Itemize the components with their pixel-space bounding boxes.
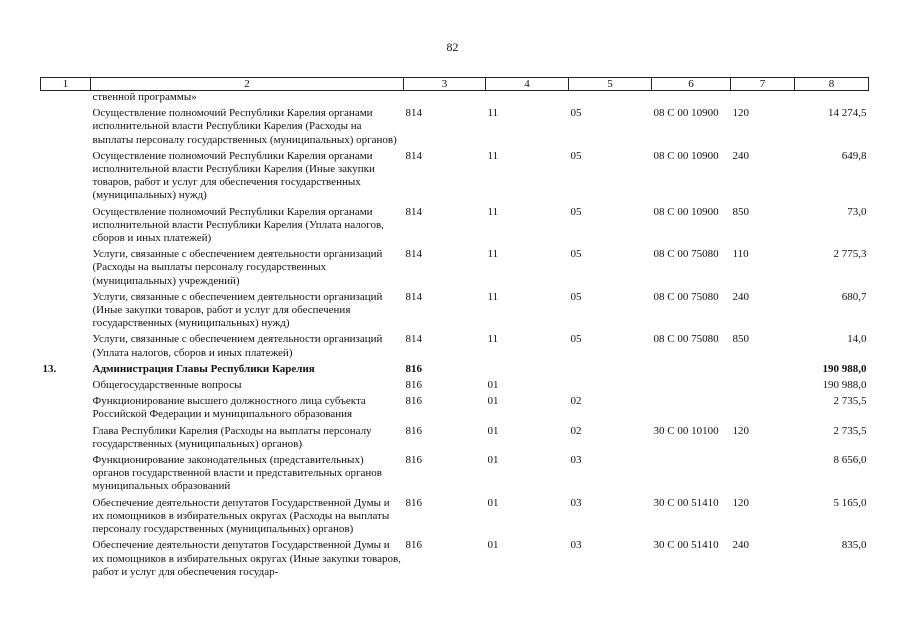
table-cell-col-5: 05	[570, 248, 582, 261]
table-cell-col-3: 816	[405, 395, 422, 408]
budget-table	[40, 77, 869, 579]
table-cell-col-6: 08 С 00 75080	[653, 333, 719, 346]
table-cell-col-1	[41, 288, 91, 331]
table-row	[41, 536, 869, 579]
column-header-1: 1	[41, 78, 91, 91]
table-cell-col-4: 11	[487, 107, 499, 120]
table-cell-col-2: Осуществление полномочий Республики Карелия органами исполнительной власти Республики Карелия (Уплата налогов, сборов и иных платежей)	[92, 205, 384, 245]
column-header-3: 3	[404, 78, 486, 91]
table-cell-col-3: 814	[405, 205, 422, 218]
table-cell-col-2: Общегосударственные вопросы	[92, 379, 242, 392]
table-cell-col-3: 816	[405, 454, 422, 467]
table-cell-col-7	[731, 451, 795, 494]
table-cell-col-3: 814	[405, 333, 422, 346]
table-cell-col-7: 850	[732, 205, 749, 218]
table-cell-col-5	[569, 376, 652, 392]
table-cell-col-8: 190 988,0	[822, 362, 867, 375]
table-cell-col-7	[731, 392, 795, 421]
table-cell-col-3: 814	[405, 149, 422, 162]
table-cell-col-8: 73,0	[847, 205, 867, 218]
table-row	[41, 376, 869, 392]
table-cell-col-1	[41, 494, 91, 537]
table-cell-col-6: 08 С 00 75080	[653, 290, 719, 303]
table-row	[41, 91, 869, 105]
table-cell-col-7: 240	[732, 539, 749, 552]
table-cell-col-2: Обеспечение деятельности депутатов Государственной Думы и их помощников в избирательных округах (Расходы на выплаты персоналу государственных (муниципальных) органов)	[92, 496, 390, 536]
table-cell-col-4: 01	[487, 539, 499, 552]
table-cell-col-8: 680,7	[841, 290, 867, 303]
table-cell-col-8: 2 775,3	[833, 248, 867, 261]
table-cell-col-4: 01	[487, 395, 499, 408]
table-cell-col-4: 11	[487, 149, 499, 162]
table-cell-col-4: 11	[487, 333, 499, 346]
table-cell-col-6: 08 С 00 75080	[653, 248, 719, 261]
table-cell-col-3: 814	[405, 107, 422, 120]
table-cell-col-4: 11	[487, 290, 499, 303]
table-cell-col-5: 05	[570, 107, 582, 120]
table-row	[41, 245, 869, 288]
table-cell-col-8: 5 165,0	[833, 496, 867, 509]
table-row	[41, 392, 869, 421]
table-cell-col-6: 30 С 00 51410	[653, 496, 719, 509]
table-cell-col-5	[569, 91, 652, 105]
table-cell-col-1	[41, 203, 91, 246]
page-number: 82	[446, 40, 459, 54]
table-cell-col-6: 30 С 00 51410	[653, 539, 719, 552]
table-cell-col-2: Администрация Главы Республики Карелия	[92, 362, 315, 375]
column-header-5: 5	[569, 78, 652, 91]
table-cell-col-3: 816	[405, 362, 422, 375]
table-cell-col-7: 240	[732, 149, 749, 162]
table-cell-col-5: 02	[570, 395, 582, 408]
table-row	[41, 330, 869, 359]
table-cell-col-7	[731, 376, 795, 392]
table-cell-col-7: 110	[732, 248, 749, 261]
table-cell-col-1	[41, 422, 91, 451]
table-cell-col-2: Обеспечение деятельности депутатов Государственной Думы и их помощников в избирательных округах (Иные закупки товаров, работ и услуг для обеспечения государ-	[92, 539, 401, 578]
table-cell-col-8: 14,0	[847, 333, 867, 346]
table-row	[41, 203, 869, 246]
table-cell-col-7: 120	[732, 424, 749, 437]
table-cell-col-2: Осуществление полномочий Республики Карелия органами исполнительной власти Республики Карелия (Иные закупки товаров, работ и услуг для обеспечения государственных (муниципальных) нужд)	[92, 149, 375, 202]
table-cell-col-8: 8 656,0	[833, 454, 867, 467]
table-cell-col-5: 05	[570, 205, 582, 218]
table-cell-col-8: 835,0	[841, 539, 867, 552]
table-cell-col-1	[41, 104, 91, 147]
table-cell-col-7: 240	[732, 290, 749, 303]
table-row	[41, 288, 869, 331]
table-cell-col-5: 03	[570, 454, 582, 467]
table-row	[41, 422, 869, 451]
table-cell-col-2: Услуги, связанные с обеспечением деятельности организаций (Расходы на выплаты персоналу государственных (муниципальных) учреждений)	[92, 248, 383, 287]
table-cell-col-7	[731, 360, 795, 376]
table-cell-col-3: 816	[405, 379, 422, 392]
table-cell-col-8: 14 274,5	[828, 107, 867, 120]
table-cell-col-6	[652, 392, 731, 421]
table-cell-col-4: 01	[487, 424, 499, 437]
table-cell-col-7	[731, 91, 795, 105]
table-cell-col-5: 03	[570, 539, 582, 552]
table-cell-col-2: Глава Республики Карелия (Расходы на выплаты персоналу государственных (муниципальных) органов)	[92, 424, 372, 450]
table-cell-col-2: Услуги, связанные с обеспечением деятельности организаций (Иные закупки товаров, работ и услуг для обеспечения государственных (муниципальных) нужд)	[92, 290, 383, 330]
table-cell-col-2: Функционирование законодательных (представительных) органов государственной власти и представительных органов муниципальных образований	[92, 454, 382, 493]
table-cell-col-7: 120	[732, 107, 749, 120]
column-header-2: 2	[91, 78, 404, 91]
table-cell-col-2: Функционирование высшего должностного лица субъекта Российской Федерации и муниципального образования	[92, 395, 366, 421]
table-cell-col-5	[569, 360, 652, 376]
table-row	[41, 360, 869, 376]
column-header-4: 4	[486, 78, 569, 91]
column-header-6: 6	[652, 78, 731, 91]
table-cell-col-1: 13.	[42, 362, 57, 375]
table-cell-col-5: 05	[570, 149, 582, 162]
table-cell-col-3: 814	[405, 290, 422, 303]
column-header-8: 8	[795, 78, 869, 91]
table-cell-col-8: 2 735,5	[833, 424, 867, 437]
table-cell-col-6	[652, 376, 731, 392]
table-cell-col-8: 649,8	[841, 149, 867, 162]
table-cell-col-1	[41, 376, 91, 392]
table-cell-col-2: Услуги, связанные с обеспечением деятельности организаций (Уплата налогов, сборов и иных платежей)	[92, 333, 383, 359]
table-cell-col-8: 190 988,0	[822, 379, 867, 392]
table-cell-col-5: 02	[570, 424, 582, 437]
table-cell-col-5: 05	[570, 290, 582, 303]
table-row	[41, 104, 869, 147]
table-cell-col-8	[795, 91, 869, 105]
table-cell-col-1	[41, 245, 91, 288]
table-cell-col-2: ственной программы»	[92, 91, 197, 103]
table-cell-col-4: 01	[487, 496, 499, 509]
table-cell-col-1	[41, 451, 91, 494]
table-cell-col-7: 120	[732, 496, 749, 509]
table-cell-col-4	[486, 360, 569, 376]
table-cell-col-8: 2 735,5	[833, 395, 867, 408]
table-cell-col-1	[41, 330, 91, 359]
table-cell-col-4: 11	[487, 248, 499, 261]
table-cell-col-3: 816	[405, 424, 422, 437]
table-cell-col-1	[41, 536, 91, 579]
table-cell-col-4: 01	[487, 454, 499, 467]
table-header-row	[41, 78, 869, 91]
table-cell-col-1	[41, 147, 91, 203]
table-row	[41, 451, 869, 494]
table-row	[41, 494, 869, 537]
table-cell-col-6	[652, 451, 731, 494]
table-cell-col-1	[41, 91, 91, 105]
table-cell-col-4: 01	[487, 379, 499, 392]
table-cell-col-4	[486, 91, 569, 105]
table-cell-col-6: 08 С 00 10900	[653, 149, 719, 162]
table-cell-col-6	[652, 91, 731, 105]
column-header-7: 7	[731, 78, 795, 91]
table-cell-col-2: Осуществление полномочий Республики Карелия органами исполнительной власти Республики Карелия (Расходы на выплаты персоналу государственных (муниципальных) органов)	[92, 107, 397, 146]
table-cell-col-3: 814	[405, 248, 422, 261]
table-row	[41, 147, 869, 203]
table-cell-col-5: 03	[570, 496, 582, 509]
table-cell-col-5: 05	[570, 333, 582, 346]
table-cell-col-3: 816	[405, 539, 422, 552]
table-cell-col-6: 08 С 00 10900	[653, 205, 719, 218]
table-cell-col-1	[41, 392, 91, 421]
table-cell-col-4: 11	[487, 205, 499, 218]
table-cell-col-7: 850	[732, 333, 749, 346]
table-cell-col-6: 30 С 00 10100	[653, 424, 719, 437]
table-cell-col-6	[652, 360, 731, 376]
table-cell-col-3: 816	[405, 496, 422, 509]
table-cell-col-3	[404, 91, 486, 105]
table-cell-col-6: 08 С 00 10900	[653, 107, 719, 120]
